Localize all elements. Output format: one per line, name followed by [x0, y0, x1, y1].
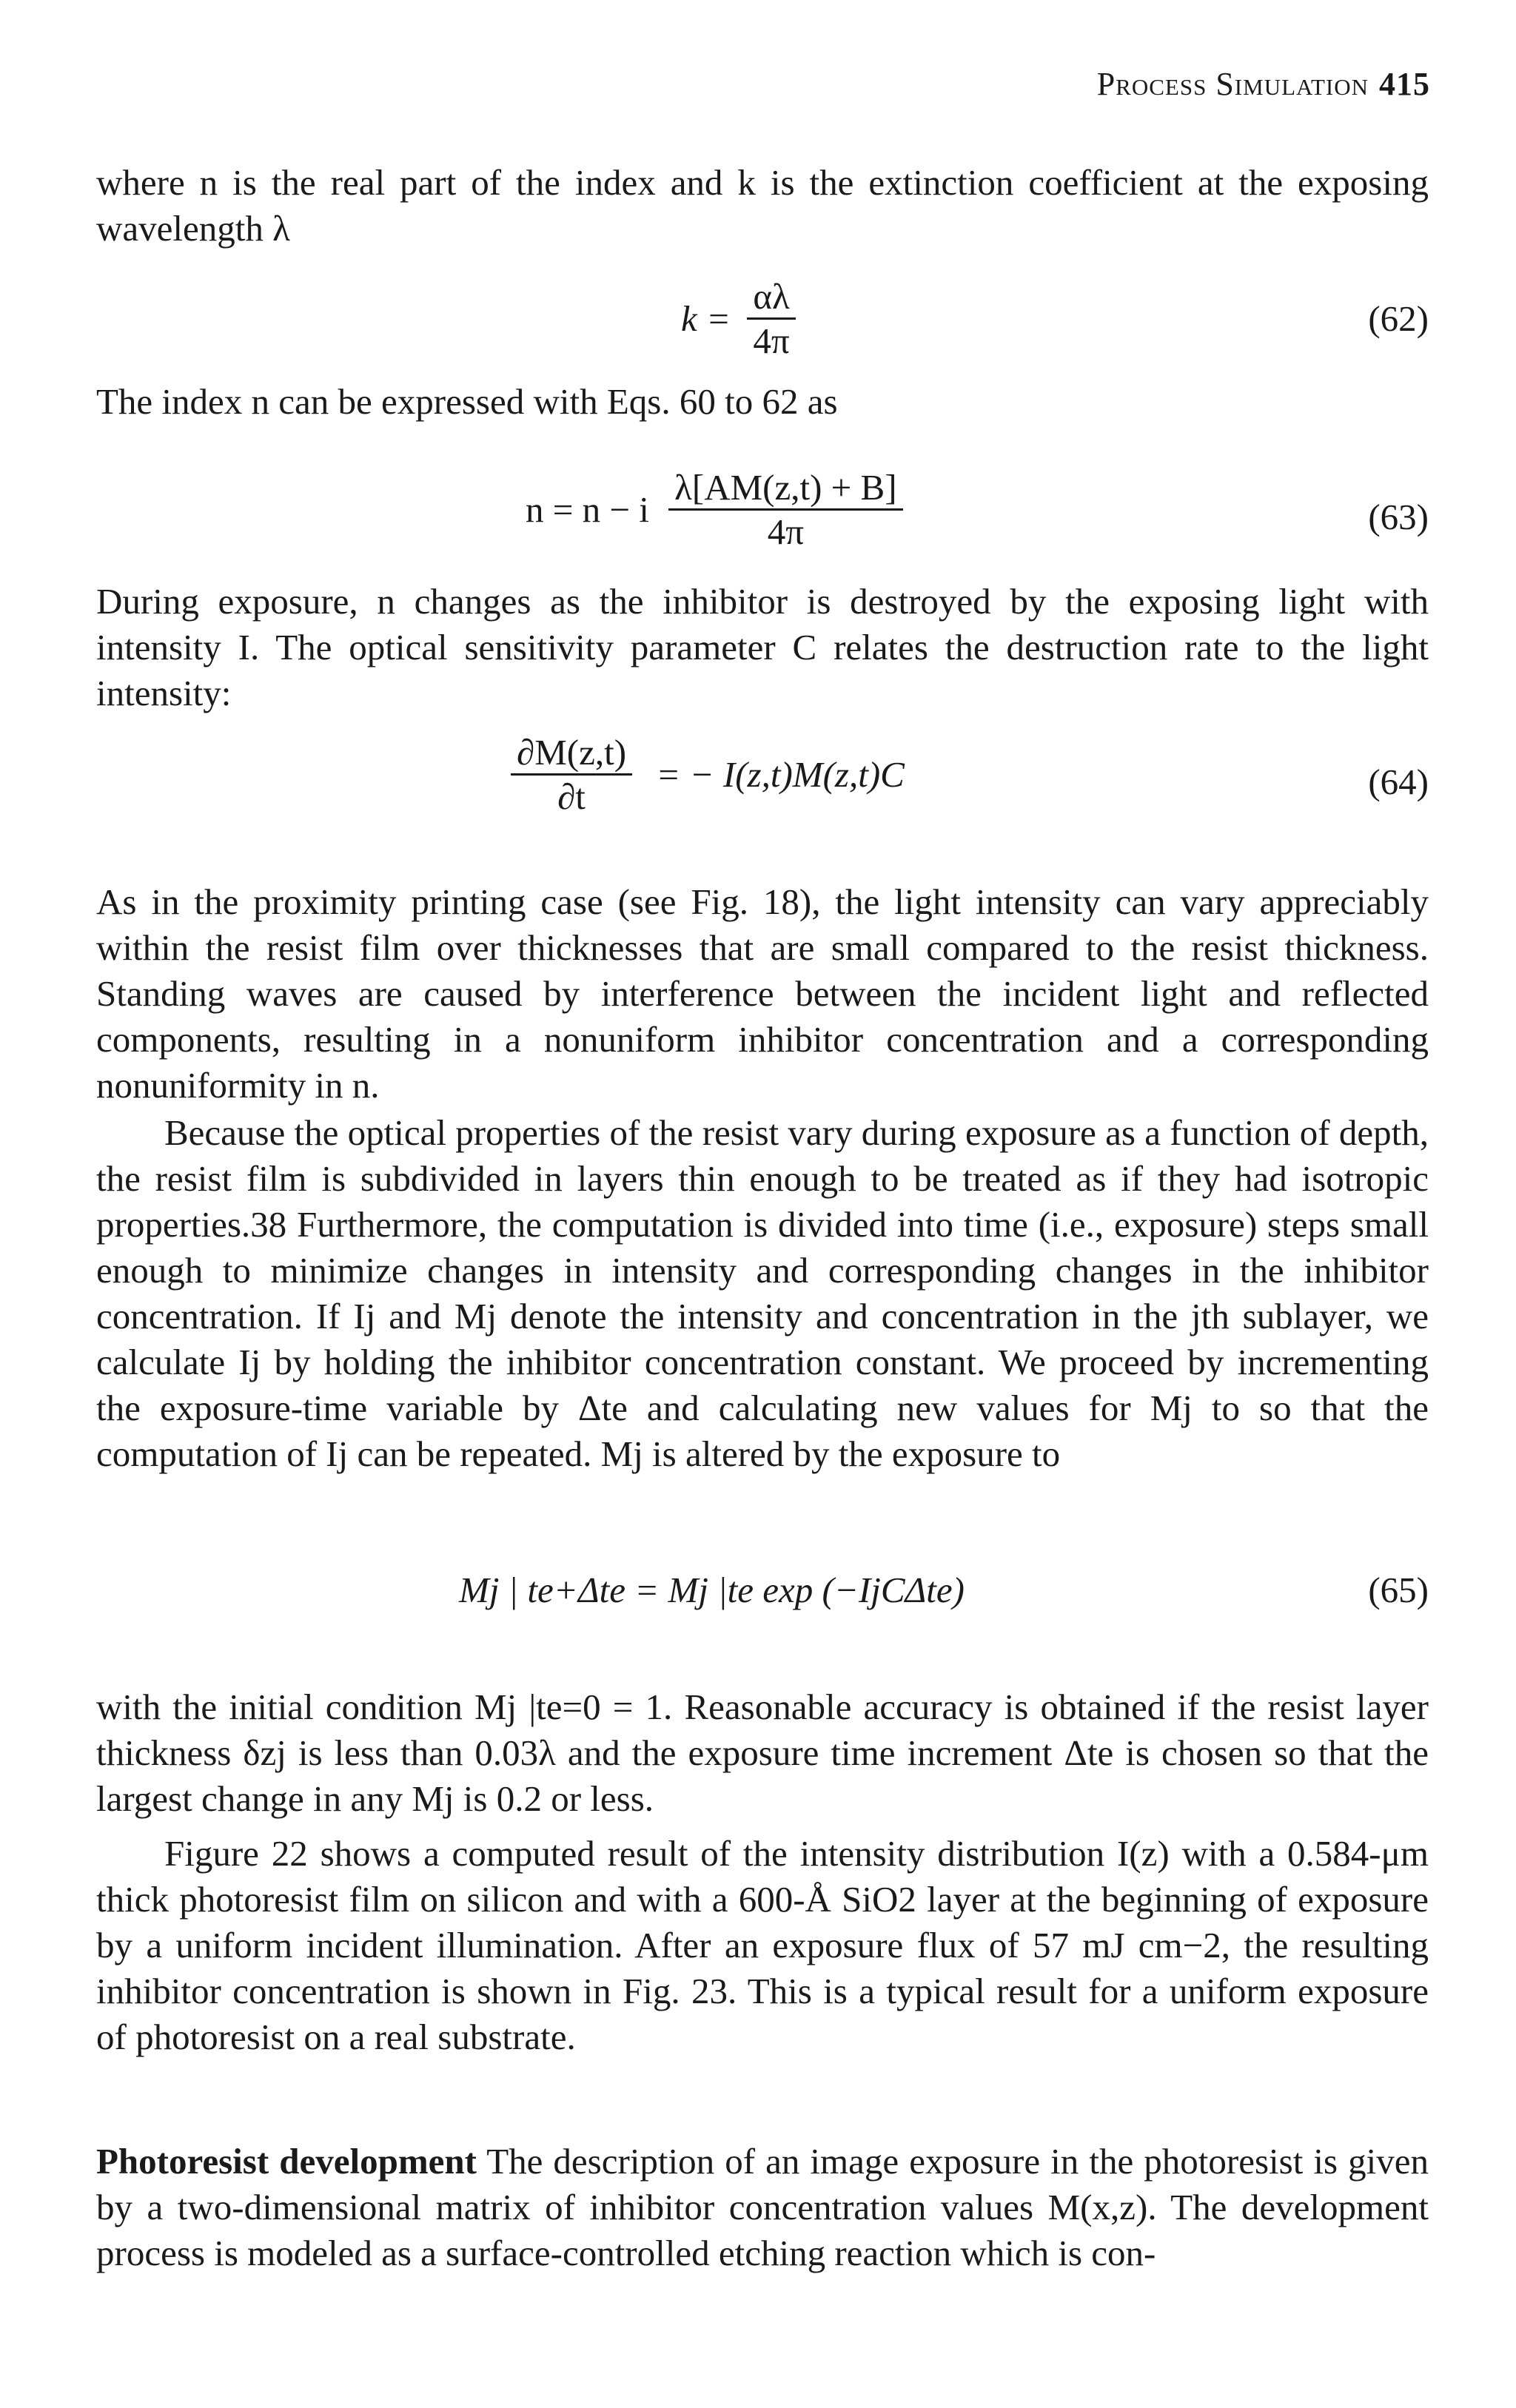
eq63-fraction [668, 466, 902, 553]
eq63-numerator: λ[AM(z,t) + B] [668, 466, 902, 511]
eq62-numerator: αλ [747, 275, 795, 320]
equation-64 [96, 731, 1429, 842]
eq62-lhs: k = [681, 298, 731, 339]
eq64-numerator: ∂M(z,t) [511, 731, 632, 776]
paragraph-5: Because the optical properties of the resist vary during exposure as a function of depth, the resist film is subdivided in layers thin enough to be treated as if they had isotropic properties.38 Furthermore, the computation is divided into time (i.e., exposure) steps small enough to minimize changes in intensity and corresponding changes in the inhibitor concentration. If Ij and Mj denote the intensity and concentration in the jth sublayer, we calculate Ij by holding the inhibitor concentration constant. We proceed by incrementing the exposure-time variable by Δte and calculating new values for Mj to so that the computation of Ij can be repeated. Mj is altered by the exposure to [96, 1112, 1429, 1474]
eq63-lhs: n = n − i [526, 489, 649, 530]
paragraph-2: The index n can be expressed with Eqs. 60 to 62 as [96, 381, 838, 422]
paragraph-8 [96, 2139, 1429, 2276]
eq62-denominator: 4π [753, 320, 790, 361]
paragraph-3: During exposure, n changes as the inhibitor is destroyed by the exposing light with intensity I. The optical sensitivity parameter C relates the destruction rate to the light intensity: [96, 581, 1429, 713]
paragraph-7: Figure 22 shows a computed result of the intensity distribution I(z) with a 0.584-μm thick photoresist film on silicon and with a 600-Å SiO2 layer at the beginning of exposure by a uniform incident illumination. After an exposure flux of 57 mJ cm−2, the resulting inhibitor concentration is shown in Fig. 23. This is a typical result for a uniform exposure of photoresist on a real substrate. [96, 1833, 1429, 2057]
eq62-number: (62) [1368, 298, 1429, 339]
paragraph-4: As in the proximity printing case (see Fig. 18), the light intensity can vary appreciably within the resist film over thicknesses that are small compared to the resist thickness. Standing waves are caused by interference between the incident light and reflected components, resulting in a nonuniform inhibitor concentration and a corresponding nonuniformity in n. [96, 881, 1429, 1106]
eq64-denominator: ∂t [557, 776, 586, 817]
paragraph-6: with the initial condition Mj |te=0 = 1. Reasonable accuracy is obtained if the resist layer thickness δzj is less than 0.03λ and the exposure time increment Δte is chosen so that the largest change in any Mj is 0.2 or less. [96, 1686, 1429, 1819]
eq64-fraction [511, 731, 632, 818]
equation-62 [96, 275, 1429, 386]
equation-63 [96, 466, 1429, 577]
section-run-in-heading: Photoresist development [96, 2141, 477, 2182]
eq63-denominator: 4π [767, 511, 804, 552]
page-number: 415 [1379, 66, 1430, 102]
eq62-fraction [747, 275, 795, 362]
running-title: Process Simulation [1096, 66, 1369, 102]
eq65-expression: Mj | te+Δte = Mj |te exp (−IjCΔte) [459, 1570, 965, 1610]
eq63-number: (63) [1368, 497, 1429, 537]
paragraph-1: where n is the real part of the index and k is the extinction coefficient at the exposing wavelength λ [96, 162, 1429, 249]
paragraph-8-text: The description of an image exposure in the photoresist is given by a two-dimensional matrix of inhibitor concentration values M(x,z). The development process is modeled as a surface-controlled etching reaction which is con- [96, 2141, 1429, 2273]
eq64-number: (64) [1368, 761, 1429, 802]
equation-65 [96, 1569, 1429, 1680]
eq64-rhs: = − I(z,t)M(z,t)C [656, 754, 905, 795]
running-header [1097, 65, 1430, 103]
eq65-number: (65) [1368, 1570, 1429, 1610]
